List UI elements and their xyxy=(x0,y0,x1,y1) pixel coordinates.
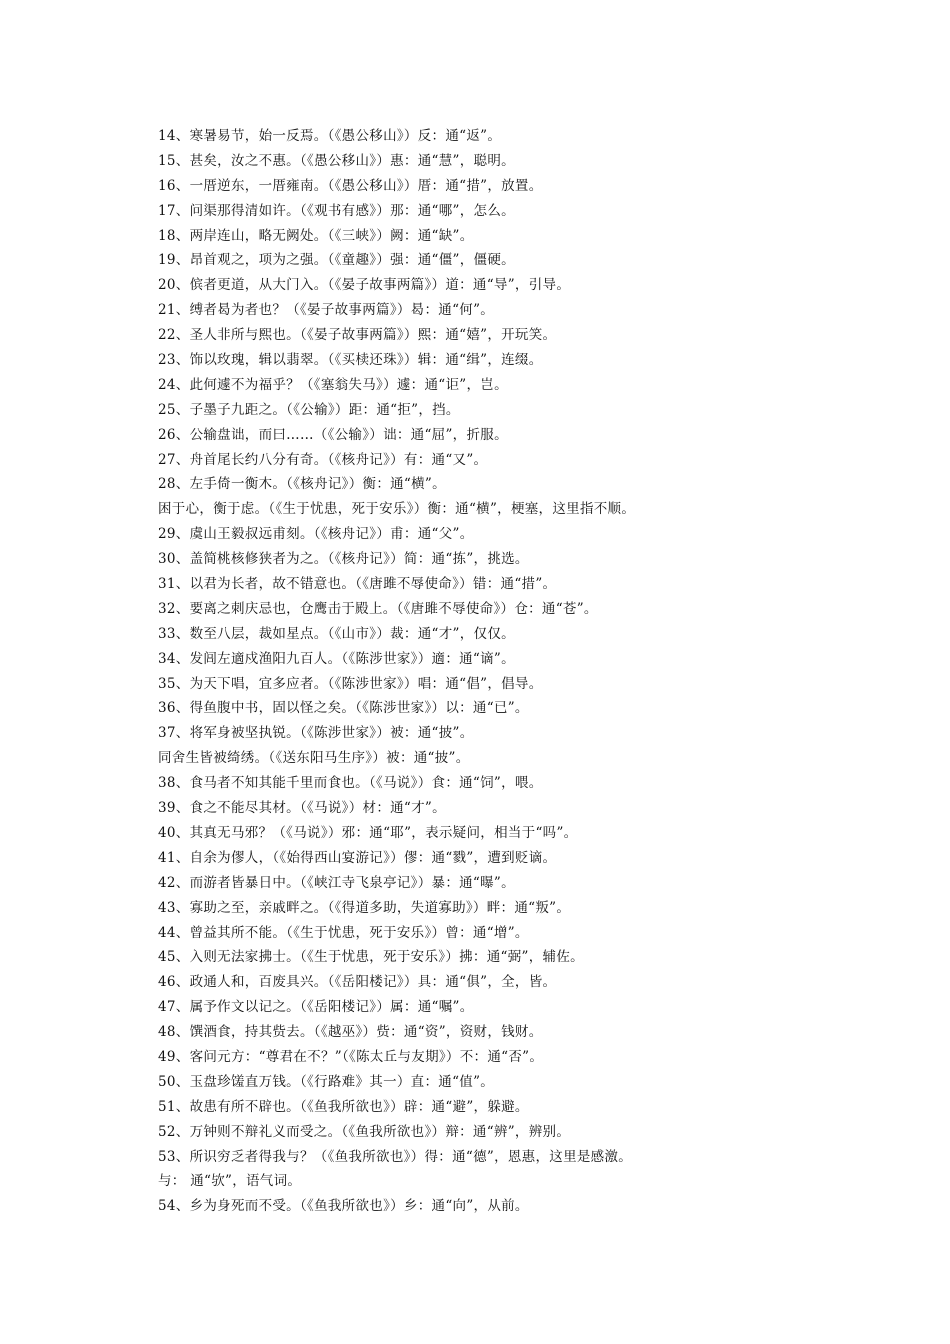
annotation-line: 31、以君为长者，故不错意也。（《唐雎不辱使命》）错：通“措”。 xyxy=(158,576,557,593)
annotation-line: 25、子墨子九距之。（《公输》）距：通“拒”，挡。 xyxy=(158,401,460,418)
annotation-line: 51、故患有所不辟也。（《鱼我所欲也》）辟：通“避”，躲避。 xyxy=(158,1098,529,1115)
annotation-line: 34、发闾左適戍渔阳九百人。（《陈涉世家》）適：通“谪”。 xyxy=(158,650,515,667)
annotation-line: 28、左手倚一衡木。（《核舟记》）衡：通“横”。 xyxy=(158,476,446,493)
annotation-line: 50、玉盘珍馐直万钱。（《行路难》其一）直：通“值”。 xyxy=(158,1073,495,1090)
annotation-line: 45、入则无法家拂士。（《生于忧患，死于安乐》）拂：通“弼”，辅佐。 xyxy=(158,949,584,966)
annotation-line: 38、食马者不知其能千里而食也。（《马说》）食：通“饲”，喂。 xyxy=(158,775,543,792)
annotation-list xyxy=(158,124,918,1219)
annotation-line: 17、问渠那得清如许。（《观书有感》）那：通“哪”，怎么。 xyxy=(158,202,515,219)
annotation-line: 27、舟首尾长约八分有奇。（《核舟记》）有：通“又”。 xyxy=(158,451,488,468)
annotation-line: 36、得鱼腹中书，固以怪之矣。（《陈涉世家》）以：通“已”。 xyxy=(158,700,529,717)
annotation-line: 困于心，衡于虑。（《生于忧患，死于安乐》）衡：通“横”，梗塞，这里指不顺。 xyxy=(158,501,636,518)
annotation-line: 18、两岸连山，略无阙处。（《三峡》）阙：通“缺”。 xyxy=(158,227,474,244)
annotation-line: 53、所识穷乏者得我与？（《鱼我所欲也》）得：通“德”，恩惠，这里是感激。 xyxy=(158,1148,633,1165)
annotation-line: 21、缚者曷为者也？（《晏子故事两篇》）曷：通“何”。 xyxy=(158,302,495,319)
annotation-line: 22、圣人非所与熙也。（《晏子故事两篇》）熙：通“嬉”，开玩笑。 xyxy=(158,327,557,344)
annotation-line: 46、政通人和，百废具兴。（《岳阳楼记》）具：通“俱”，全，皆。 xyxy=(158,974,557,991)
annotation-line: 49、客问元方：“尊君在不？”（《陈太丘与友期》）不：通“否”。 xyxy=(158,1048,544,1065)
annotation-line: 23、饰以玫瑰，辑以翡翠。（《买椟还珠》）辑：通“缉”，连缀。 xyxy=(158,352,543,369)
annotation-line: 15、甚矣，汝之不惠。（《愚公移山》）惠：通“慧”，聪明。 xyxy=(158,152,515,169)
annotation-line: 47、属予作文以记之。（《岳阳楼记》）属：通“嘱”。 xyxy=(158,999,474,1016)
annotation-line: 与： 通“欤”，语气词。 xyxy=(158,1173,302,1190)
annotation-line: 43、寡助之至，亲戚畔之。（《得道多助，失道寡助》）畔：通“叛”。 xyxy=(158,899,571,916)
annotation-line: 40、其真无马邪？（《马说》）邪：通“耶”，表示疑问，相当于“吗”。 xyxy=(158,824,578,841)
annotation-line: 26、公输盘诎，而曰……（《公输》）诎：通“屈”，折服。 xyxy=(158,426,508,443)
annotation-line: 33、数至八层，裁如星点。（《山市》）裁：通“才”，仅仅。 xyxy=(158,625,515,642)
annotation-line: 44、曾益其所不能。（《生于忧患，死于安乐》）曾：通“增”。 xyxy=(158,924,529,941)
annotation-line: 54、乡为身死而不受。（《鱼我所欲也》）乡：通“向”，从前。 xyxy=(158,1198,529,1215)
annotation-line: 同舍生皆被绮绣。（《送东阳马生序》）被：通“披”。 xyxy=(158,750,470,767)
annotation-line: 29、虞山王毅叔远甫刻。（《核舟记》）甫：通“父”。 xyxy=(158,526,474,543)
annotation-line: 20、傧者更道，从大门入。（《晏子故事两篇》）道：通“导”，引导。 xyxy=(158,277,571,294)
annotation-line: 24、此何遽不为福乎？（《塞翁失马》）遽：通“讵”，岂。 xyxy=(158,376,508,393)
annotation-line: 14、寒暑易节，始一反焉。（《愚公移山》）反：通“返”。 xyxy=(158,128,502,144)
annotation-line: 48、馔酒食，持其赀去。（《越巫》）赀：通“资”，资财，钱财。 xyxy=(158,1024,543,1041)
annotation-line: 32、要离之刺庆忌也，仓鹰击于殿上。（《唐雎不辱使命》）仓：通“苍”。 xyxy=(158,600,598,617)
annotation-line: 42、而游者皆暴日中。（《峡江寺飞泉亭记》）暴：通“曝”。 xyxy=(158,874,515,891)
annotation-line: 39、食之不能尽其材。（《马说》）材：通“才”。 xyxy=(158,800,446,817)
annotation-line: 16、一厝逆东，一厝雍南。（《愚公移山》）厝：通“措”，放置。 xyxy=(158,177,543,194)
annotation-line: 37、将军身被坚执锐。（《陈涉世家》）被：通“披”。 xyxy=(158,725,474,742)
annotation-line: 41、自余为僇人，（《始得西山宴游记》）僇：通“戮”，遭到贬谪。 xyxy=(158,849,557,866)
annotation-line: 30、盖简桃核修狭者为之。（《核舟记》）简：通“拣”，挑选。 xyxy=(158,551,529,568)
annotation-line: 52、万钟则不辩礼义而受之。（《鱼我所欲也》）辩：通“辨”，辨别。 xyxy=(158,1123,571,1140)
annotation-line: 35、为天下唱，宜多应者。（《陈涉世家》）唱：通“倡”，倡导。 xyxy=(158,675,543,692)
annotation-line: 19、昂首观之，项为之强。（《童趣》）强：通“僵”，僵硬。 xyxy=(158,252,515,269)
